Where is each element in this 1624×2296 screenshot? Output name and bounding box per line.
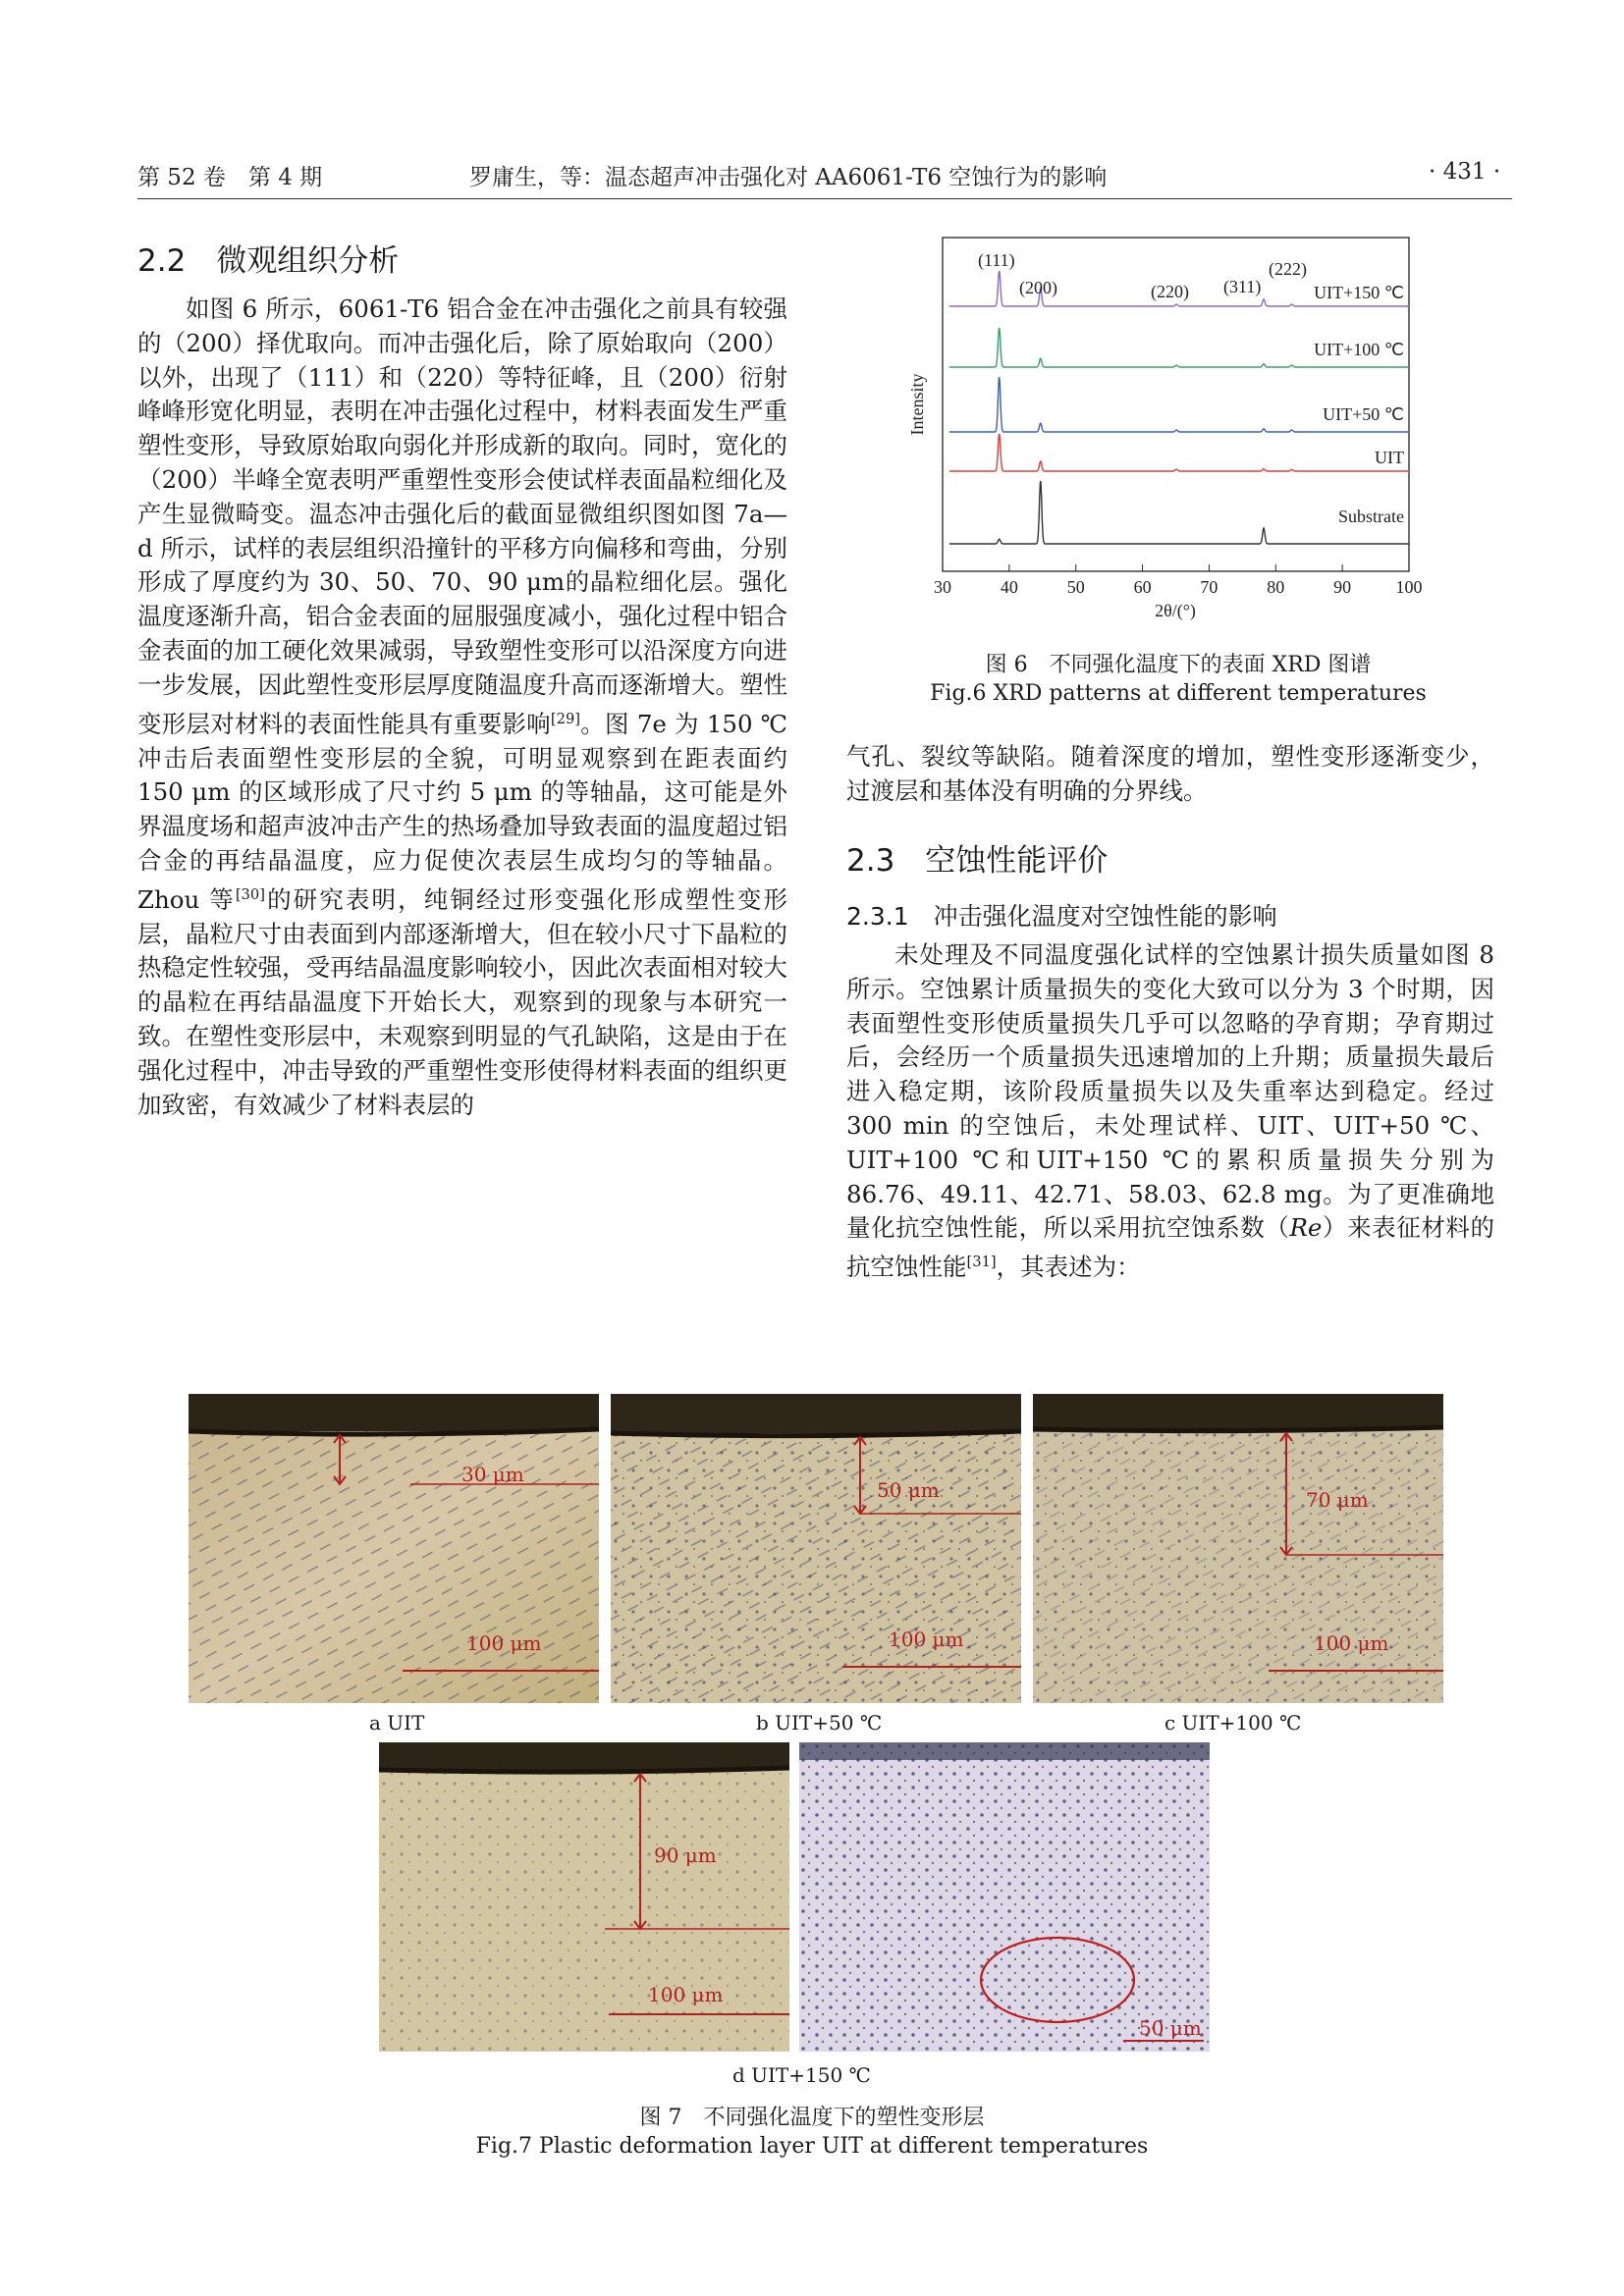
depth-label-c: 70 μm: [1306, 1488, 1369, 1512]
peak-label-311: (311): [1223, 277, 1262, 296]
paragraph-continuation: 气孔、裂纹等缺陷。随着深度的增加，塑性变形逐渐变少，过渡层和基体没有明确的分界线。: [846, 742, 1494, 805]
peak-label-220: (220): [1151, 282, 1189, 301]
scale-label-a: 100 μm: [466, 1631, 542, 1655]
panel-label-a: a UIT: [369, 1711, 425, 1735]
xrd-svg: [907, 228, 1434, 620]
legend-uit100: UIT+100 ℃: [1314, 340, 1404, 359]
subsection-heading-2-3-1: 2.3.1 冲击强化温度对空蚀性能的影响: [846, 902, 1277, 931]
panel-label-b: b UIT+50 ℃: [756, 1711, 883, 1735]
re-symbol: Re: [1289, 1213, 1323, 1243]
depth-label-a: 30 μm: [461, 1463, 524, 1486]
micrograph-d: [379, 1742, 789, 2052]
legend-uit150: UIT+150 ℃: [1314, 283, 1404, 302]
x-tick-label-60: 60: [1133, 577, 1152, 597]
y-axis-label: Intensity: [907, 373, 927, 436]
peak-label-111: (111): [978, 250, 1015, 270]
legend-substrate: Substrate: [1338, 507, 1404, 526]
section-heading-2-2: 2.2 微观组织分析: [137, 243, 400, 279]
fig7-caption-en: Fig.7 Plastic deformation layer UIT at different temperatures: [475, 2134, 1149, 2159]
header-journal-issue: 第 52 卷 第 4 期: [137, 165, 323, 190]
section-heading-2-3: 2.3 空蚀性能评价: [846, 843, 1109, 879]
peak-label-222: (222): [1269, 259, 1307, 279]
fig7-caption-cn: 图 7 不同强化温度下的塑性变形层: [639, 2106, 985, 2130]
depth-label-b: 50 μm: [877, 1478, 940, 1502]
xrd-chart: [907, 228, 1434, 620]
header-page-number: · 431 ·: [1429, 159, 1501, 185]
x-axis-label: 2θ/(°): [1155, 601, 1196, 620]
x-tick-label-90: 90: [1333, 577, 1352, 597]
micrograph-a: [189, 1394, 599, 1703]
x-tick-label-30: 30: [934, 577, 951, 597]
micrograph-c: [1033, 1394, 1443, 1703]
citation-31: [31]: [966, 1254, 997, 1271]
citation-30: [30]: [235, 885, 265, 903]
x-tick-label-40: 40: [1000, 577, 1018, 597]
scale-label-b: 100 μm: [889, 1628, 964, 1651]
header-title: 罗庸生，等：温态超声冲击强化对 AA6061-T6 空蚀行为的影响: [469, 165, 1108, 190]
right-column-text-2-3-1: [846, 938, 1494, 1285]
paragraph-microstructure: 如图 6 所示，6061-T6 铝合金在冲击强化之前具有较强的（200）择优取向。而冲击强化后，除了原始取向（200）以外，出现了（111）和（220）等特征峰，且（200）衍射峰峰形宽化明显，表明在冲击强化过程中，材料表面发生严重塑性变形，导致原始取向弱化并形成新的取向。同时，宽化的（200）半峰全宽表明严重塑性变形会使试样表面晶粒细化及产生显微畸变。温态冲击强化后的截面显微组织图如图 7a—d 所示，试样的表层组织沿撞针的平移方向偏移和弯曲，分别形成了厚度约为 30、50、70、90 μm的晶粒细化层。强化温度逐渐升高，铝合金表面的屈服强度减小，强化过程中铝合金表面的加工硬化效果减弱，导致塑性变形可以沿深度方向进一步发展，因此塑性变形层厚度随温度升高而逐渐增大。塑性变形层对材料的表面性能具有重要影响[29]。图 7e 为 150 ℃冲击后表面塑性变形层的全貌，可明显观察到在距表面约 150 μm 的区域形成了尺寸约 5 μm 的等轴晶，这可能是外界温度场和超声波冲击产生的热场叠加导致表面的温度超过铝合金的再结晶温度，应力促使次表层生成均匀的等轴晶。Zhou 等[30]的研究表明，纯铜经过形变强化形成塑性变形层，晶粒尺寸由表面到内部逐渐增大，但在较小尺寸下晶粒的热稳定性较强，受再结晶温度影响较小，因此次表面相对较大的晶粒在再结晶温度下开始长大，观察到的现象与本研究一致。在塑性变形层中，未观察到明显的气孔缺陷，这是由于在强化过程中，冲击导致的严重塑性变形使得材料表面的组织更加致密，有效减少了材料表层的: [137, 294, 787, 1119]
citation-29: [29]: [550, 710, 581, 727]
xrd-series-3: [949, 434, 1409, 471]
legend-uit50: UIT+50 ℃: [1323, 404, 1404, 424]
depth-label-d: 90 μm: [654, 1843, 717, 1867]
legend-uit: UIT: [1375, 448, 1404, 467]
panel-label-c: c UIT+100 ℃: [1164, 1711, 1302, 1735]
x-tick-label-50: 50: [1066, 577, 1085, 597]
scale-label-d: 100 μm: [648, 1983, 724, 2006]
micrograph-e: [799, 1742, 1210, 2052]
fig6-caption-cn: 图 6 不同强化温度下的表面 XRD 图谱: [985, 653, 1372, 677]
right-column-text-cont: [846, 740, 1494, 809]
header-rule: [137, 198, 1512, 199]
paragraph-cavitation: 未处理及不同温度强化试样的空蚀累计损失质量如图 8 所示。空蚀累计质量损失的变化大致可以分为 3 个时期，因表面塑性变形使质量损失几乎可以忽略的孕育期；孕育期过后，会经历一个质量损失迅速增加的上升期；质量损失最后进入稳定期，该阶段质量损失以及失重率达到稳定。经过 300 min 的空蚀后，未处理试样、UIT、UIT+50 ℃、UIT+100 ℃和UIT+150 ℃的累积质量损失分别为 86.76、49.11、42.71、58.03、62.8 mg。为了更准确地量化抗空蚀性能，所以采用抗空蚀系数（Re）来表征材料的抗空蚀性能[31]，其表述为：: [846, 940, 1495, 1282]
left-column-text: [137, 293, 787, 1122]
scale-label-e: 50 μm: [1139, 2016, 1202, 2040]
micrograph-b: [611, 1394, 1021, 1703]
x-tick-label-70: 70: [1200, 577, 1218, 597]
fig6-caption-en: Fig.6 XRD patterns at different temperatures: [930, 681, 1427, 706]
x-tick-label-80: 80: [1267, 577, 1285, 597]
x-tick-label-100: 100: [1395, 577, 1423, 597]
peak-label-200: (200): [1019, 278, 1057, 297]
scale-label-c: 100 μm: [1314, 1631, 1389, 1655]
panel-label-d: d UIT+150 ℃: [732, 2063, 871, 2087]
